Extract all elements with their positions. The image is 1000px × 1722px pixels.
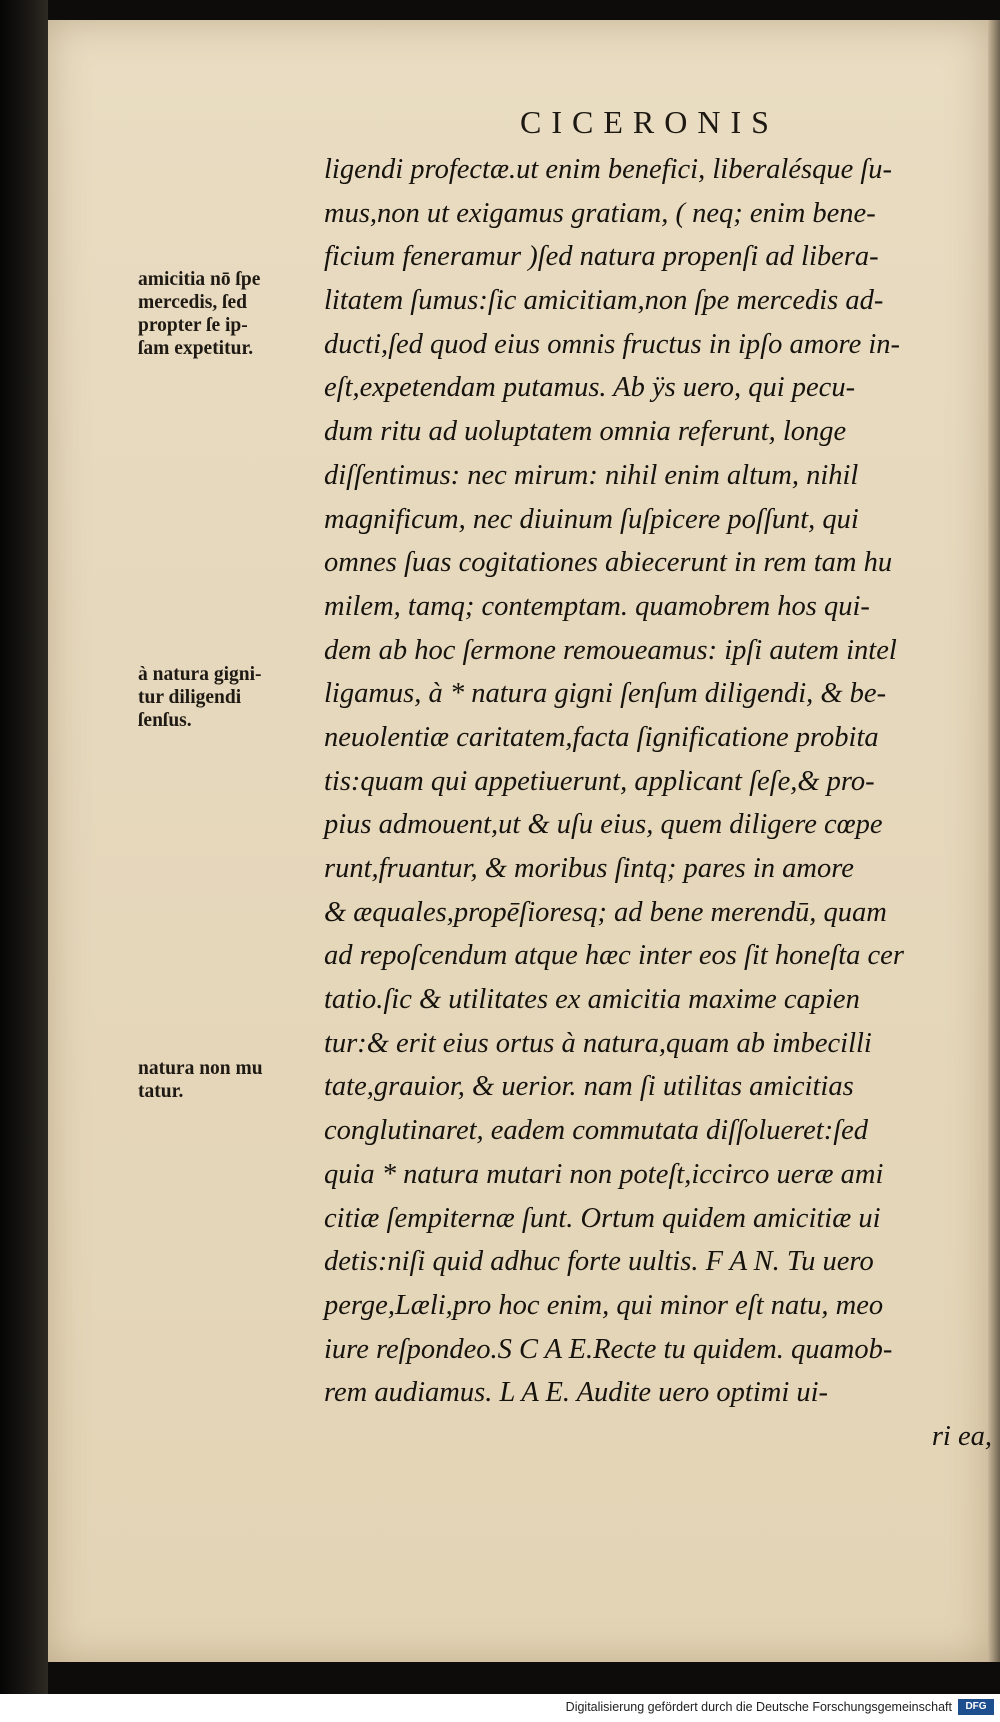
text-line: detis:niſi quid adhuc forte uultis. F A N. Tu uero — [324, 1246, 874, 1278]
text-line: tatio.ſic & utilitates ex amicitia maxime capien — [324, 984, 860, 1016]
text-line: tur:& erit eius ortus à natura,quam ab imbecilli — [324, 1027, 872, 1059]
catchword-line: ri ea, — [931, 1420, 992, 1452]
text-line: iure reſpondeo.S C A E.Recte tu quidem. quamob- — [324, 1333, 893, 1365]
text-line: runt,fruantur, & moribus ſintq; pares in amore — [324, 853, 854, 884]
text-line: ligamus, à * natura gigni ſenſum diligendi, & be- — [324, 678, 887, 710]
running-head: CICERONIS — [520, 104, 779, 140]
text-line: litatem ſumus:ſic amicitiam,non ſpe mercedis ad- — [324, 285, 884, 317]
book-spine-shadow — [0, 0, 48, 1722]
marginal-note-1: amicitia nō ſpe mercedis, ſed propter ſe ip- ſam expetitur. — [138, 269, 261, 359]
text-line: perge,Læli,pro hoc enim, qui minor eſt natu, meo — [324, 1289, 884, 1321]
text-line: dum ritu ad uoluptatem omnia referunt, longe — [324, 416, 847, 448]
text-line: & æquales,propēſioresq; ad bene merendū, quam — [324, 896, 887, 928]
text-line: conglutinaret, eadem commutata diſſolueret:ſed — [324, 1115, 869, 1147]
text-line: ligendi profectæ.ut enim benefici, liberalésque ſu- — [324, 154, 893, 185]
text-line: tate,grauior, & uerior. nam ſi utilitas amicitias — [324, 1071, 854, 1103]
text-line: pius admouent,ut & uſu eius, quem diligere cœpe — [324, 809, 883, 841]
text-line: rem audiamus. L A E. Audite uero optimi ui- — [324, 1377, 829, 1409]
text-line: eſt,expetendam putamus. Ab ÿs uero, qui pecu- — [324, 372, 856, 404]
text-line: ad repoſcendum atque hæc inter eos ſit honeſta cer — [324, 940, 904, 972]
marginal-note-2: à natura gigni- tur diligendi ſenſus. — [138, 664, 262, 731]
main-text-block — [324, 148, 1000, 1459]
marginal-note-3: natura non mu tatur. — [138, 1058, 263, 1102]
text-line: citiæ ſempiternæ ſunt. Ortum quidem amicitiæ ui — [324, 1202, 881, 1234]
text-line: diſſentimus: nec mirum: nihil enim altum, nihil — [324, 459, 859, 491]
text-line: magnificum, nec diuinum ſuſpicere poſſunt, qui — [324, 503, 859, 535]
text-line: mus,non ut exigamus gratiam, ( neq; enim bene- — [324, 197, 876, 229]
text-line: tis:quam qui appetiuerunt, applicant ſeſe,& pro- — [324, 765, 875, 797]
text-line: milem, tamq; contemptam. quamobrem hos qui- — [324, 590, 870, 622]
text-line: omnes ſuas cogitationes abiecerunt in rem tam hu — [324, 547, 893, 579]
text-line: quia * natura mutari non poteſt,iccirco ueræ ami — [324, 1158, 884, 1190]
text-line: neuolentiæ caritatem,facta ſignificatione probita — [324, 721, 879, 753]
dfg-logo-icon: DFG — [958, 1699, 994, 1715]
text-line: ficium feneramur )ſed natura propenſi ad libera- — [324, 241, 879, 273]
footer-credit: Digitalisierung gefördert durch die Deutsche Forschungsgemeinschaft — [565, 1700, 952, 1714]
text-line: dem ab hoc ſermone remoueamus: ipſi autem intel — [324, 634, 897, 666]
text-line: ducti,ſed quod eius omnis fructus in ipſo amore in- — [324, 328, 901, 360]
